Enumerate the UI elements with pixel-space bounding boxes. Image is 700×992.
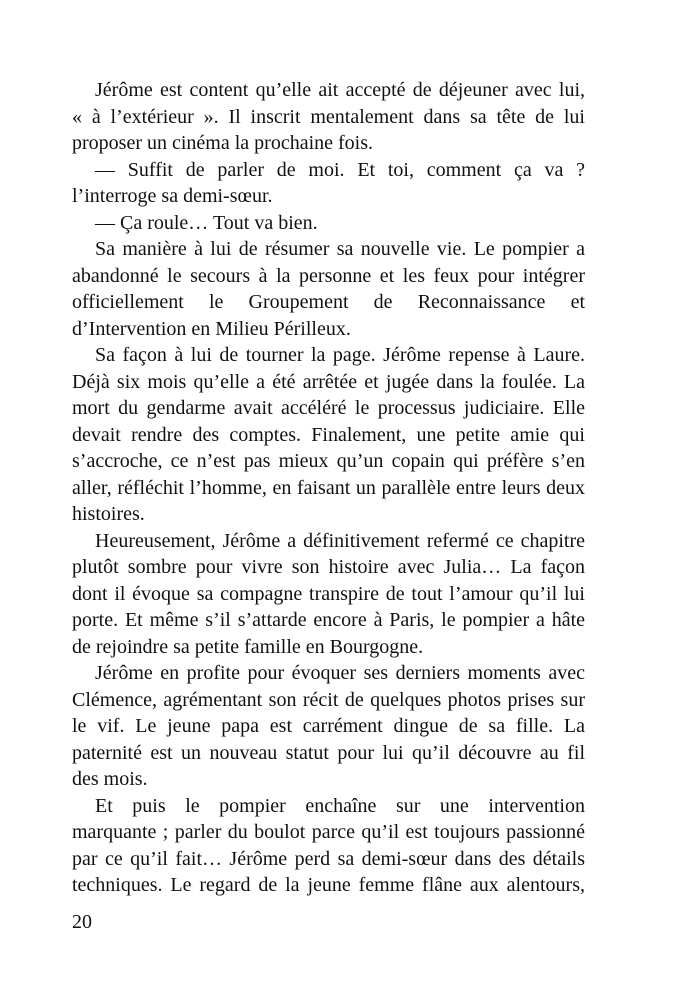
page-number: 20: [72, 911, 92, 933]
text-line: Et puis le pompier enchaîne sur une intervention: [95, 794, 585, 817]
page-body: [72, 77, 585, 899]
text-line: « à l’extérieur ». Il inscrit mentalement dans sa tête de lui: [72, 105, 585, 128]
text-line: Jérôme en profite pour évoquer ses derniers moments avec: [95, 662, 585, 684]
text-line: Sa façon à lui de tourner la page. Jérôme repense à Laure.: [95, 344, 585, 366]
text-line: l’interroge sa demi-sœur.: [72, 185, 273, 207]
text-line: abandonné le secours à la personne et les feux pour intégrer: [72, 264, 585, 287]
paragraph: [72, 236, 585, 342]
text-line: devait rendre des comptes. Finalement, une petite amie qui: [72, 423, 585, 446]
text-line: Heureusement, Jérôme a définitivement refermé ce chapitre: [95, 529, 585, 552]
text-line: de rejoindre sa petite famille en Bourgogne.: [72, 635, 424, 658]
text-line: d’Intervention en Milieu Périlleux.: [72, 317, 351, 340]
text-line: — Ça roule… Tout va bien.: [95, 211, 318, 234]
text-line: officiellement le Groupement de Reconnaissance et: [72, 291, 585, 313]
text-line: Sa manière à lui de résumer sa nouvelle vie. Le pompier a: [95, 238, 585, 260]
paragraph: [72, 210, 585, 237]
text-line: aller, réfléchit l’homme, en faisant un parallèle entre leurs deux: [72, 476, 585, 499]
text-line: proposer un cinéma la prochaine fois.: [72, 132, 374, 154]
text-line: porte. Et même s’il s’attarde encore à Paris, le pompier a hâte: [72, 609, 585, 631]
text-line: techniques. Le regard de la jeune femme flâne aux alentours,: [72, 874, 585, 896]
text-line: Déjà six mois qu’elle a été arrêtée et jugée dans la foulée. La: [72, 370, 585, 393]
text-line: s’accroche, ce n’est pas mieux qu’un copain qui préfère s’en: [72, 450, 585, 472]
text-line: le vif. Le jeune papa est carrément dingue de sa fille. La: [72, 715, 585, 737]
paragraph: [72, 157, 585, 210]
text-line: par ce qu’il fait… Jérôme perd sa demi-sœur dans des détails: [72, 847, 585, 870]
text-line: plutôt sombre pour vivre son histoire avec Julia… La façon: [72, 556, 585, 578]
text-line: mort du gendarme avait accéléré le processus judiciaire. Elle: [72, 397, 585, 419]
paragraph: [72, 660, 585, 793]
paragraph: [72, 793, 585, 899]
text-line: dont il évoque sa compagne transpire de tout l’amour qu’il lui: [72, 582, 585, 605]
text-line: des mois.: [72, 768, 148, 790]
paragraph: [72, 528, 585, 661]
text-line: paternité est un nouveau statut pour lui qu’il découvre au fil: [72, 741, 585, 764]
text-line: Jérôme est content qu’elle ait accepté de déjeuner avec lui,: [95, 79, 585, 101]
paragraph: [72, 342, 585, 528]
text-line: Clémence, agrémentant son récit de quelques photos prises sur: [72, 688, 585, 711]
text-line: histoires.: [72, 503, 145, 525]
text-line: — Suffit de parler de moi. Et toi, comment ça va ?: [95, 158, 585, 181]
text-line: marquante ; parler du boulot parce qu’il est toujours passionné: [72, 821, 585, 843]
paragraph: [72, 77, 585, 157]
